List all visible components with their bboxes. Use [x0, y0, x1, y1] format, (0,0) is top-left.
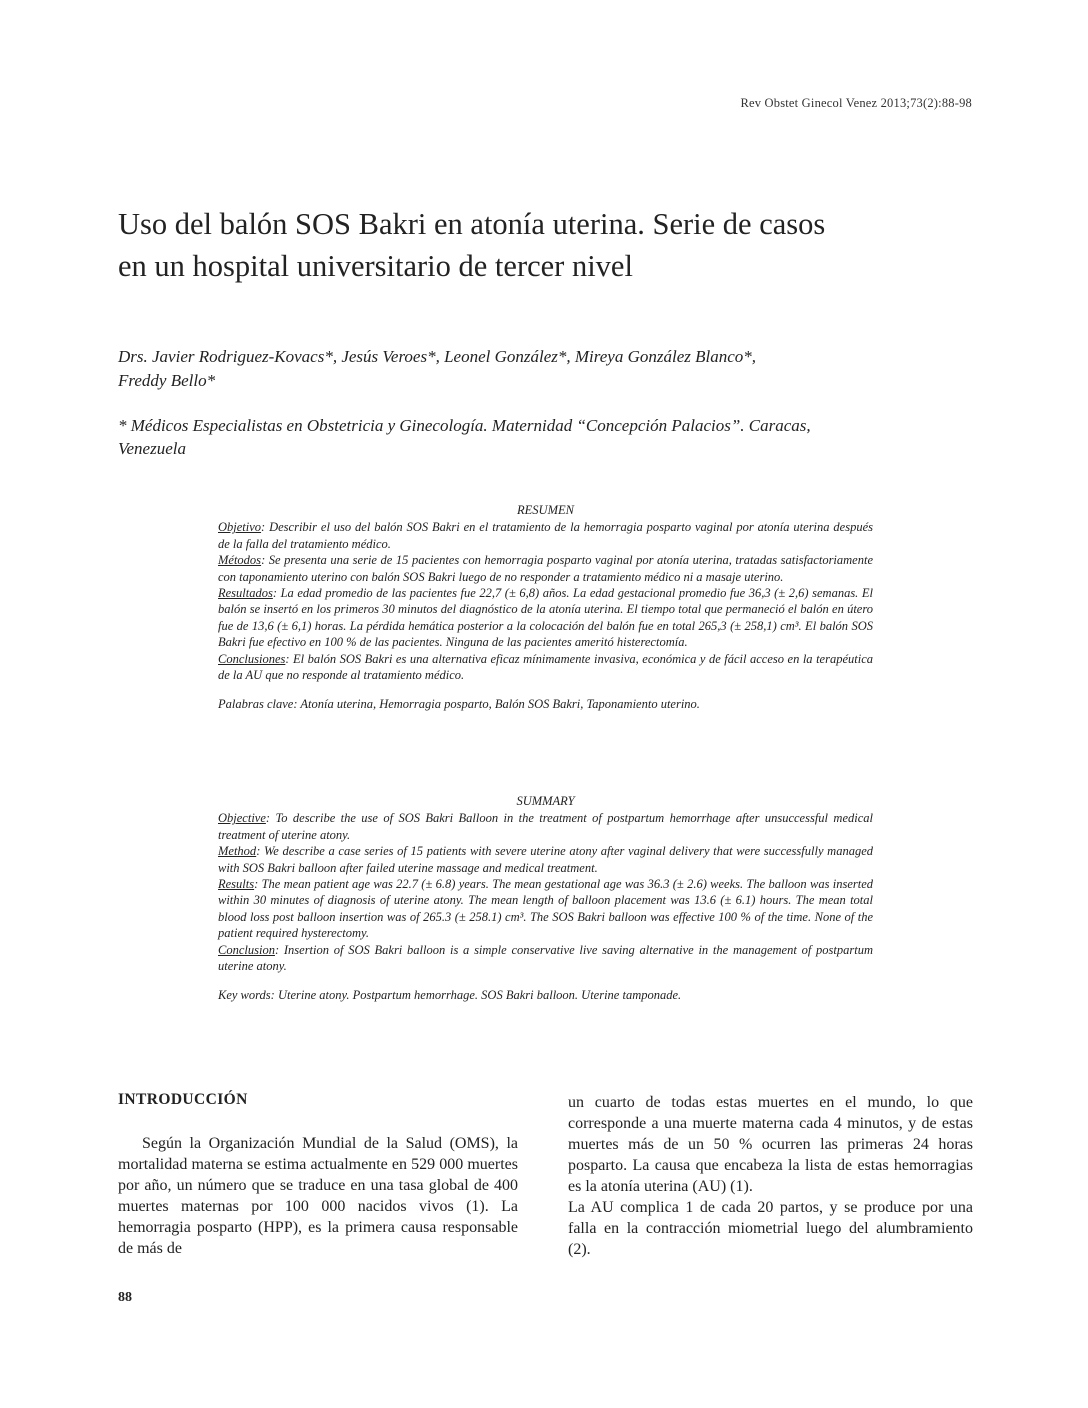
summary-keywords: Key words: Uterine atony. Postpartum hemorrhage. SOS Bakri balloon. Uterine tamponade. [218, 988, 682, 1003]
abstract-english [218, 793, 873, 1004]
summary-conclusion-text: : Insertion of SOS Bakri balloon is a simple conservative live saving alternative in the management of postpartum uterine atony. [218, 942, 873, 974]
body-column-right [568, 1092, 973, 1260]
author-list [118, 345, 978, 393]
abstract-spanish [218, 502, 873, 713]
summary-results-label: Results [218, 877, 255, 892]
resumen-resultados-text: : La edad promedio de las pacientes fue 22,7 (± 6,8) años. La edad gestacional promedio fue 36,3 (± 2,6) semanas. El balón se insertó en los primeros 30 minutos del diagnóstico de la atonía uterina. El tiempo total que permaneció el balón en útero fue de 13,6 (± 6,1) horas. La pérdida hemática posterior a la colocación del balón fue en total 265,3 (± 258,1) cm³. El balón SOS Bakri fue efectivo en 100 % de las pacientes. Ninguna de las pacientes ameritó histerectomía. [218, 586, 873, 650]
intro-paragraph-1-continued: un cuarto de todas estas muertes en el mundo, lo que corresponde a una muerte materna cada 4 minutos, y de estas muertes más de un 50 % ocurren las primeras 24 horas posparto. La causa que encabeza la lista de estas hemorragias es la atonía uterina (AU) (1). [568, 1094, 973, 1195]
affiliation-line-1: * Médicos Especialistas en Obstetricia y Ginecología. Maternidad “Concepción Palacios”. Caracas, [118, 416, 811, 435]
article-title-line-1: Uso del balón SOS Bakri en atonía uterina. Serie de casos [118, 207, 826, 241]
resumen-keywords: Palabras clave: Atonía uterina, Hemorragia posparto, Balón SOS Bakri, Taponamiento uterino. [218, 697, 700, 712]
summary-results-text: : The mean patient age was 22.7 (± 6.8) years. The mean gestational age was 36.3 (± 2.6) weeks. The balloon was inserted within 30 minutes of diagnosis of uterine atony. The mean length of balloon placement was 13.6 (± 6.1) hours. The mean total blood loss post balloon insertion was of 265.3 (± 258.1) cm³. The SOS Bakri balloon was effective 100 % of the time. None of the patient required hysterectomy. [218, 877, 873, 941]
intro-paragraph-2: La AU complica 1 de cada 20 partos, y se produce por una falla en la contracción miometrial luego del alumbramiento (2). [568, 1199, 973, 1258]
section-heading-introduccion: INTRODUCCIÓN [118, 1091, 248, 1108]
resumen-conclusiones-label: Conclusiones [218, 651, 286, 666]
resumen-objetivo [218, 519, 873, 552]
summary-objective-label: Objective [218, 811, 266, 826]
summary-results [218, 876, 873, 942]
summary-method [218, 843, 873, 876]
resumen-metodos-label: Métodos [218, 553, 262, 568]
article-title [118, 203, 978, 287]
author-list-line-1: Drs. Javier Rodriguez-Kovacs*, Jesús Veroes*, Leonel González*, Mireya González Blanco*, [118, 347, 757, 366]
resumen-resultados-label: Resultados [218, 586, 273, 601]
author-affiliation [118, 414, 978, 460]
resumen-conclusiones [218, 651, 873, 684]
resumen-objetivo-text: : Describir el uso del balón SOS Bakri en el tratamiento de la hemorragia posparto vaginal por atonía uterina después de la falla del tratamiento médico. [218, 520, 873, 551]
summary-objective [218, 810, 873, 843]
resumen-metodos-text: : Se presenta una serie de 15 pacientes con hemorragia posparto vaginal por atonía uterina, tratadas satisfactoriamente con taponamiento uterino con balón SOS Bakri luego de no responder a tratamiento médico ni a masaje uterino. [218, 553, 873, 584]
resumen-objetivo-label: Objetivo [218, 520, 262, 535]
summary-heading: SUMMARY [516, 794, 575, 808]
summary-method-text: : We describe a case series of 15 patients with severe uterine atony after vaginal delivery that were successfully managed with SOS Bakri balloon after failed uterine massage and medical treatment. [218, 844, 873, 875]
resumen-metodos [218, 552, 873, 585]
summary-method-label: Method [218, 844, 257, 859]
author-list-line-2: Freddy Bello* [118, 371, 216, 390]
affiliation-line-2: Venezuela [118, 439, 186, 458]
resumen-resultados [218, 585, 873, 651]
article-title-line-2: en un hospital universitario de tercer nivel [118, 249, 633, 283]
resumen-heading: RESUMEN [517, 503, 574, 517]
journal-citation: Rev Obstet Ginecol Venez 2013;73(2):88-98 [740, 96, 972, 110]
body-column-left [118, 1133, 518, 1259]
summary-objective-text: : To describe the use of SOS Bakri Balloon in the treatment of postpartum hemorrhage after unsuccessful medical treatment of uterine atony. [218, 811, 873, 842]
intro-paragraph-1: Según la Organización Mundial de la Salud (OMS), la mortalidad materna se estima actualmente en 529 000 muertes por año, un número que se traduce en una tasa global de 400 muertes maternas por 100 000 nacidos vivos (1). La hemorragia posparto (HPP), es la primera causa responsable de más de [118, 1135, 518, 1257]
summary-conclusion [218, 942, 873, 975]
summary-conclusion-label: Conclusion [218, 942, 275, 957]
page-number: 88 [118, 1290, 132, 1305]
resumen-conclusiones-text: : El balón SOS Bakri es una alternativa eficaz mínimamente invasiva, económica y de fácil acceso en la terapéutica de la AU que no responde al tratamiento médico. [218, 651, 873, 683]
